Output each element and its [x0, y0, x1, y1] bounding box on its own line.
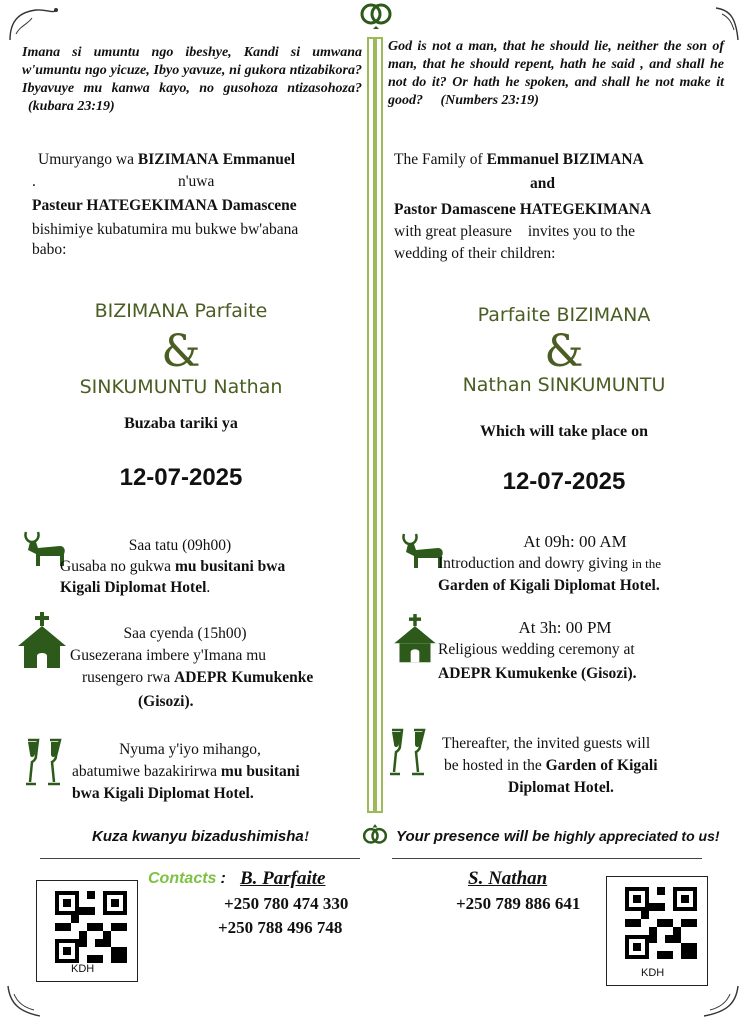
- qr-code-right: [606, 876, 708, 986]
- bride-name-en: Parfaite BIZIMANA: [477, 304, 651, 326]
- groom-name-rw: SINKUMUNTU Nathan: [79, 376, 283, 398]
- qr-code-icon: [625, 887, 697, 959]
- ampersand-en: &: [544, 326, 584, 377]
- event2-time-rw: Saa cyenda (15h00): [123, 625, 247, 642]
- event3-place-en: Diplomat Hotel.: [508, 779, 614, 796]
- contact2-phone: +250 789 886 641: [456, 894, 581, 913]
- rings-icon: [358, 0, 394, 30]
- event2-place-en: ADEPR Kumukenke (Gisozi).: [438, 665, 637, 682]
- corner-flourish-icon: [700, 984, 742, 1020]
- pastor-rw: Pasteur HATEGEKIMANA Damascene: [32, 197, 297, 214]
- corner-flourish-icon: [6, 4, 60, 44]
- contact1-name: B. Parfaite: [240, 868, 326, 889]
- event1-time-rw: Saa tatu (09h00): [128, 537, 232, 554]
- and-rw: n'uwa: [178, 173, 215, 190]
- invite-rw: bishimiye kubatumira mu bukwe bw'abana babo:: [32, 221, 299, 258]
- invite-en: with great pleasure invites you to the: [394, 223, 636, 240]
- closing-en: Your presence will be highly appreciated to us!: [396, 828, 720, 845]
- date-en: 12-07-2025: [502, 468, 626, 495]
- event1-text-rw: Gusaba no gukwa mu busitani bwa: [60, 558, 286, 575]
- date-rw: 12-07-2025: [119, 464, 243, 491]
- event2-place-rw: rusengero rwa ADEPR Kumukenke: [82, 669, 314, 686]
- event2-time-en: At 3h: 00 PM: [518, 618, 612, 637]
- verse-en: God is not a man, that he should lie, neither the son of man, that he should repent, hath he said , and shall he not do it? Or hath he spoken, and shall he not make it good? (Numbers 23:19): [388, 39, 724, 108]
- event3-text-b-rw: abatumiwe bazakirirwa mu busitani: [72, 763, 300, 780]
- family-en: The Family of Emmanuel BIZIMANA: [394, 151, 644, 168]
- pastor-en: Pastor Damascene HATEGEKIMANA: [394, 201, 652, 218]
- event3-text-rw: Nyuma y'iyo mihango,: [119, 741, 261, 758]
- rings-icon: [360, 820, 390, 850]
- event1-place-en: Garden of Kigali Diplomat Hotel.: [438, 577, 660, 594]
- event2-place-b-rw: (Gisozi).: [138, 693, 194, 710]
- champagne-glasses-icon: [388, 728, 428, 778]
- event3-place-rw: bwa Kigali Diplomat Hotel.: [72, 785, 254, 802]
- champagne-glasses-icon: [24, 738, 64, 788]
- invite-en-b: wedding of their children:: [394, 245, 556, 262]
- footer-rule-left: [40, 858, 360, 859]
- corner-flourish-icon: [4, 984, 44, 1020]
- event3-text-b-en: be hosted in the Garden of Kigali: [444, 757, 658, 774]
- and-en: and: [530, 175, 555, 192]
- event1-time-en: At 09h: 00 AM: [523, 532, 627, 551]
- qr-code-left: [36, 880, 138, 982]
- qr-label: KDH: [641, 967, 665, 979]
- footer-rule-right: [392, 858, 702, 859]
- qr-code-icon: [55, 891, 127, 963]
- ampersand-rw: &: [161, 326, 201, 377]
- event1-place-rw: Kigali Diplomat Hotel.: [60, 579, 211, 596]
- contact1-phone-a: +250 780 474 330: [224, 894, 349, 913]
- church-icon: [392, 614, 438, 664]
- event2-text-rw: Gusezerana imbere y'Imana mu: [70, 647, 267, 664]
- qr-label: KDH: [71, 963, 95, 975]
- church-icon: [16, 612, 68, 670]
- verse-rw: Imana si umuntu ngo ibeshye, Kandi si umwana w'umuntu ngo yicuze, Ibyo yavuze, ni gukora ntizabikora? Ibyavuye mu kanwa kayo, no gusohoza ntizasohoza? (kubara 23:19): [22, 45, 362, 114]
- dot: .: [32, 173, 36, 190]
- date-intro-en: Which will take place on: [479, 423, 648, 440]
- center-divider: [367, 37, 383, 813]
- contact2-name: S. Nathan: [468, 868, 548, 889]
- event1-text-en: Introduction and dowry giving in the: [438, 555, 661, 572]
- event2-text-en: Religious wedding ceremony at: [438, 641, 635, 658]
- closing-rw: Kuza kwanyu bizadushimisha!: [92, 828, 310, 845]
- contacts-label: Contacts :: [148, 870, 226, 887]
- family-rw: Umuryango wa BIZIMANA Emmanuel: [38, 151, 296, 168]
- contact1-phone-b: +250 788 496 748: [218, 918, 343, 937]
- date-intro-rw: Buzaba tariki ya: [124, 415, 238, 432]
- event3-text-en: Thereafter, the invited guests will: [442, 735, 651, 752]
- groom-name-en: Nathan SINKUMUNTU: [462, 374, 666, 396]
- bride-name-rw: BIZIMANA Parfaite: [94, 300, 268, 322]
